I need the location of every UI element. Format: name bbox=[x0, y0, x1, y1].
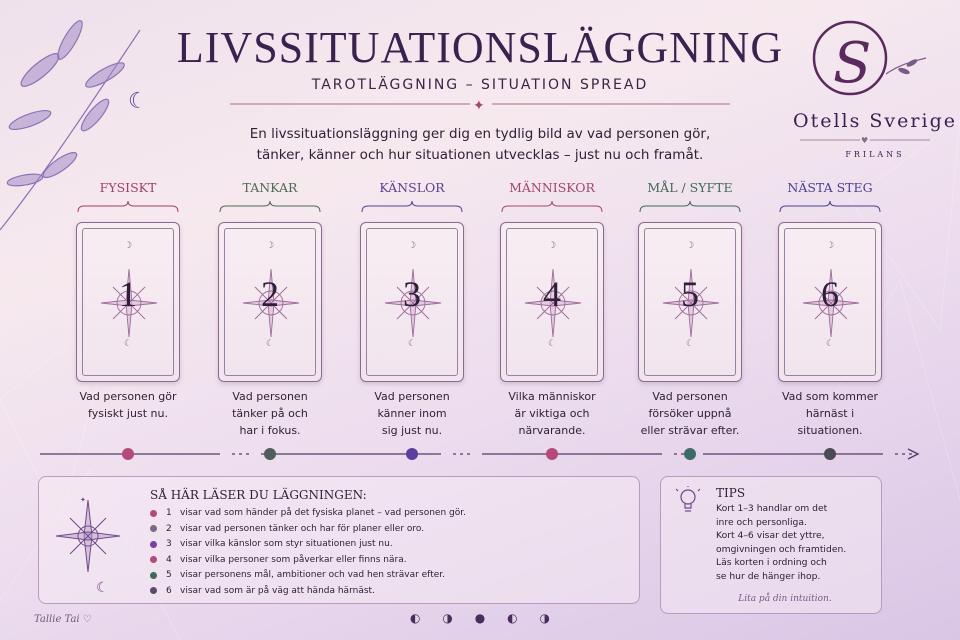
tips-text bbox=[716, 502, 866, 583]
tips-title: TIPS bbox=[716, 486, 746, 500]
tarot-card-1[interactable] bbox=[76, 222, 180, 382]
howto-bullet bbox=[150, 587, 157, 594]
howto-text: visar vilka personer som påverkar eller finns nära. bbox=[180, 554, 407, 565]
crescent-moon-icon: ☽ bbox=[825, 241, 835, 251]
howto-text: visar vad personen tänker och har för planer eller oro. bbox=[180, 523, 425, 534]
category-label: KÄNSLOR bbox=[379, 180, 445, 195]
svg-text:S: S bbox=[833, 31, 872, 96]
howto-row bbox=[150, 508, 466, 518]
card-number: 2 bbox=[261, 274, 279, 314]
category-bracket bbox=[638, 200, 742, 214]
howto-row bbox=[150, 586, 375, 596]
howto-row bbox=[150, 539, 393, 549]
moon-phase-icon: ◐ bbox=[410, 611, 421, 625]
tips-line: inre och personliga. bbox=[716, 516, 807, 528]
card-description-line: härnäst i bbox=[805, 407, 855, 420]
category-label: MÄNNISKOR bbox=[509, 180, 595, 195]
card-description bbox=[625, 388, 755, 439]
svg-text:✦: ✦ bbox=[473, 98, 485, 114]
intro-line-1: En livssituationsläggning ger dig en tydlig bild av vad personen gör, bbox=[249, 126, 711, 142]
crescent-moon-icon: ☾ bbox=[123, 339, 133, 349]
crescent-moon-icon: ☽ bbox=[547, 241, 557, 251]
tips-line: Kort 4–6 visar det yttre, bbox=[716, 530, 825, 541]
crescent-moon-icon: ☾ bbox=[407, 339, 417, 349]
tips-line: omgivningen och framtiden. bbox=[716, 543, 847, 555]
intro-line-2: tänker, känner och hur situationen utvecklas – just nu och framåt. bbox=[256, 147, 704, 163]
lightbulb-icon bbox=[676, 486, 700, 516]
howto-number: 5 bbox=[166, 570, 172, 580]
signature: Tallie Tai ♡ bbox=[34, 614, 92, 625]
moon-phases bbox=[410, 611, 550, 625]
howto-bullet bbox=[150, 541, 157, 548]
howto-text: visar vad som är på väg att hända härnäst. bbox=[180, 585, 375, 596]
card-number: 5 bbox=[681, 274, 699, 314]
card-description-line: Vad personen bbox=[652, 390, 728, 403]
card-description-line: tänker på och bbox=[232, 407, 308, 420]
howto-row bbox=[150, 524, 424, 534]
howto-number: 6 bbox=[166, 585, 172, 596]
logo-subtitle: FRILANS bbox=[845, 150, 905, 159]
crescent-moon-icon: ☾ bbox=[685, 339, 695, 349]
howto-title: SÅ HÄR LÄSER DU LÄGGNINGEN: bbox=[150, 488, 367, 502]
crescent-moon-icon: ☾ bbox=[825, 339, 835, 349]
card-number: 3 bbox=[403, 274, 421, 314]
moon-phase-icon: ◐ bbox=[507, 611, 518, 625]
category-bracket bbox=[778, 200, 882, 214]
howto-bullet bbox=[150, 510, 157, 517]
tarot-card-4[interactable] bbox=[500, 222, 604, 382]
tarot-card-3[interactable] bbox=[360, 222, 464, 382]
card-description-line: eller strävar efter. bbox=[640, 424, 740, 437]
tips-motto: Lita på din intuition. bbox=[738, 594, 832, 604]
star-compass-icon bbox=[50, 490, 130, 600]
timeline-dot bbox=[264, 448, 276, 460]
category-bracket bbox=[76, 200, 180, 214]
moon-phase-icon: ◑ bbox=[539, 611, 550, 625]
crescent-moon-icon: ☾ bbox=[547, 339, 557, 349]
howto-row bbox=[150, 555, 407, 565]
howto-text: visar vilka känslor som styr situationen just nu. bbox=[180, 539, 393, 549]
howto-text: visar personens mål, ambitioner och vad hen strävar efter. bbox=[180, 570, 445, 580]
card-description-line: Vilka människor bbox=[508, 390, 596, 403]
category-label: FYSISKT bbox=[99, 180, 157, 195]
card-description bbox=[63, 388, 193, 422]
card-description-line: känner inom bbox=[377, 407, 447, 420]
intro-text bbox=[230, 124, 730, 166]
category-label: NÄSTA STEG bbox=[787, 180, 873, 195]
howto-number: 1 bbox=[166, 508, 172, 518]
tips-line: Läs korten i ordning och bbox=[716, 557, 827, 568]
card-description-line: sig just nu. bbox=[381, 424, 443, 437]
tips-line: Kort 1–3 handlar om det bbox=[716, 503, 828, 514]
howto-bullet bbox=[150, 572, 157, 579]
timeline-dot bbox=[122, 448, 134, 460]
card-description bbox=[205, 388, 335, 439]
card-description-line: fysiskt just nu. bbox=[88, 407, 168, 420]
card-description-line: Vad som kommer bbox=[782, 390, 878, 403]
tarot-card-5[interactable] bbox=[638, 222, 742, 382]
howto-text: visar vad som händer på det fysiska planet – vad personen gör. bbox=[180, 508, 466, 518]
howto-number: 2 bbox=[166, 523, 172, 534]
card-description bbox=[765, 388, 895, 439]
category-label: TANKAR bbox=[242, 180, 298, 195]
svg-text:☾: ☾ bbox=[96, 580, 109, 596]
svg-text:✦: ✦ bbox=[80, 496, 86, 504]
howto-number: 4 bbox=[166, 554, 172, 565]
howto-bullet bbox=[150, 525, 157, 532]
card-description-line: är viktiga och bbox=[514, 407, 590, 420]
crescent-moon-icon: ☽ bbox=[407, 241, 417, 251]
card-description-line: Vad personen bbox=[374, 390, 450, 403]
crescent-moon-icon: ☾ bbox=[128, 89, 148, 114]
crescent-moon-icon: ☽ bbox=[265, 241, 275, 251]
card-description-line: Vad personen bbox=[232, 390, 308, 403]
howto-number: 3 bbox=[166, 539, 172, 549]
svg-text:♥: ♥ bbox=[861, 136, 869, 145]
card-number: 1 bbox=[119, 274, 137, 314]
category-bracket bbox=[218, 200, 322, 214]
card-number: 4 bbox=[543, 274, 561, 314]
card-number: 6 bbox=[821, 274, 839, 314]
category-bracket bbox=[360, 200, 464, 214]
tips-line: se hur de hänger ihop. bbox=[716, 570, 821, 582]
page-subtitle: TAROTLÄGGNING – SITUATION SPREAD bbox=[311, 77, 649, 93]
timeline-dot bbox=[684, 448, 696, 460]
moon-phase-icon: ◑ bbox=[442, 611, 453, 625]
tarot-card-2[interactable] bbox=[218, 222, 322, 382]
category-bracket bbox=[500, 200, 604, 214]
timeline-dot bbox=[824, 448, 836, 460]
timeline-dot bbox=[406, 448, 418, 460]
crescent-moon-icon: ☽ bbox=[685, 241, 695, 251]
logo-name: Otells Sverige bbox=[793, 110, 957, 132]
card-description-line: försöker uppnå bbox=[648, 407, 732, 420]
tarot-card-6[interactable] bbox=[778, 222, 882, 382]
category-label: MÅL / SYFTE bbox=[647, 180, 733, 195]
crescent-moon-icon: ☽ bbox=[123, 241, 133, 251]
card-description-line: situationen. bbox=[797, 424, 863, 437]
page-title: LIVSSITUATIONSLÄGGNING bbox=[176, 23, 784, 72]
card-description-line: har i fokus. bbox=[239, 424, 301, 437]
moon-phase-icon: ● bbox=[474, 611, 486, 625]
howto-bullet bbox=[150, 556, 157, 563]
timeline-dot bbox=[546, 448, 558, 460]
card-description bbox=[347, 388, 477, 439]
howto-row bbox=[150, 570, 445, 580]
crescent-moon-icon: ☾ bbox=[265, 339, 275, 349]
card-description-line: Vad personen gör bbox=[79, 390, 177, 403]
card-description-line: närvarande. bbox=[518, 424, 586, 437]
card-description bbox=[487, 388, 617, 439]
